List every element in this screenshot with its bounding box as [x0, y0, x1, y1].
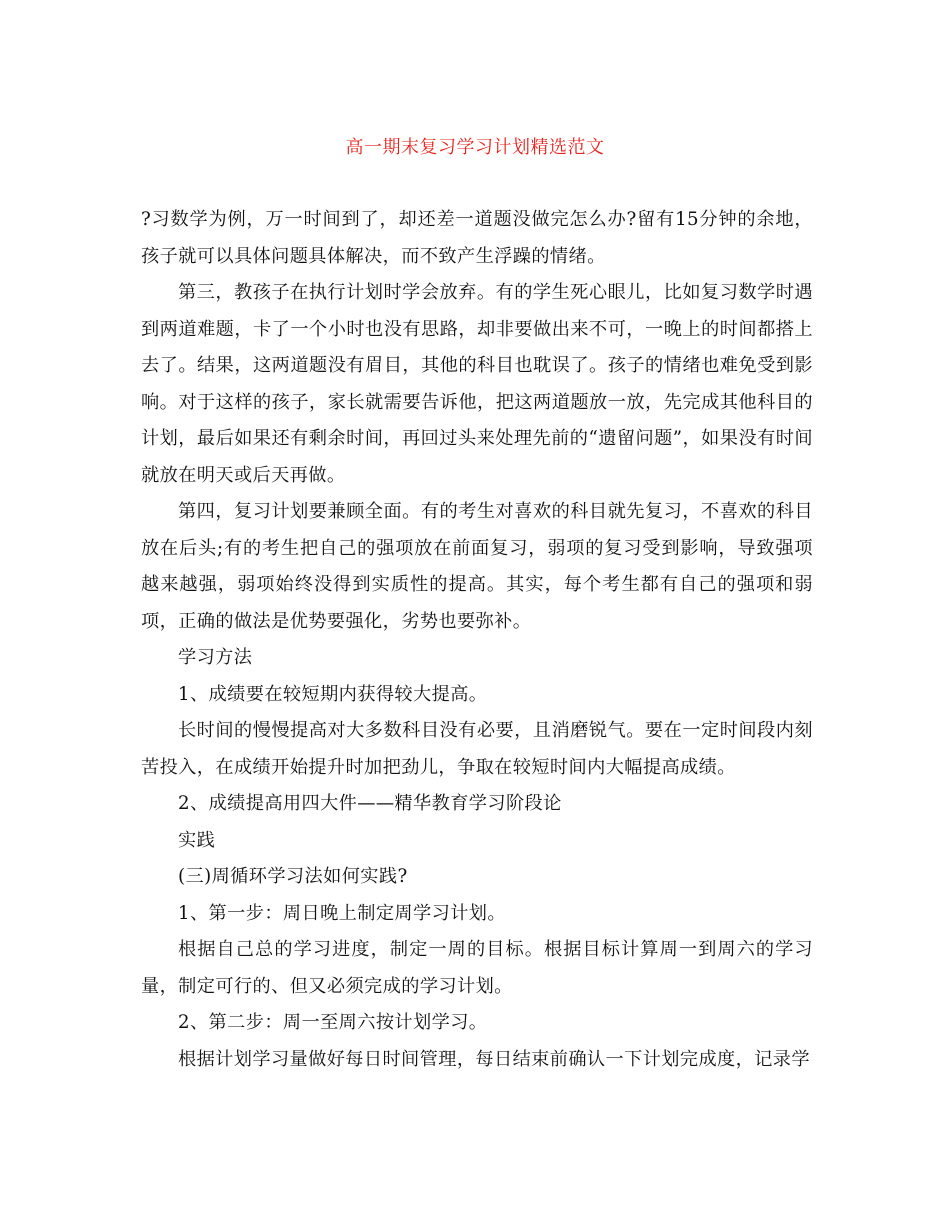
document-paragraph: 实践	[178, 829, 216, 851]
document-paragraph: ?习数学为例，万一时间到了，却还差一道题没做完怎么办?留有15分钟的余地，孩子就可以具体问题具体解决，而不致产生浮躁的情绪。	[141, 209, 813, 267]
document-paragraph: (三)周循环学习法如何实践?	[178, 866, 408, 887]
document-paragraph: 学习方法	[178, 647, 253, 668]
document-paragraph: 长时间的慢慢提高对大多数科目没有必要，且消磨锐气。要在一定时间段内刻苦投入，在成绩开始提升时加把劲儿，争取在较短时间内大幅提高成绩。	[141, 720, 813, 778]
document-paragraph: 第四，复习计划要兼顾全面。有的考生对喜欢的科目就先复习，不喜欢的科目放在后头;有的考生把自己的强项放在前面复习，弱项的复习受到影响，导致强项越来越强，弱项始终没得到实质性的提高。其实，每个考生都有自己的强项和弱项，正确的做法是优势要强化，劣势也要弥补。	[141, 501, 813, 632]
document-paragraph: 第三，教孩子在执行计划时学会放弃。有的学生死心眼儿，比如复习数学时遇到两道难题，卡了一个小时也没有思路，却非要做出来不可，一晚上的时间都搭上去了。结果，这两道题没有眉目，其他的科目也耽误了。孩子的情绪也难免受到影响。对于这样的孩子，家长就需要告诉他，把这两道题放一放，先完成其他科目的计划，最后如果还有剩余时间，再回过头来处理先前的“遗留问题”，如果没有时间就放在明天或后天再做。	[141, 282, 813, 486]
document-paragraph: 2、第二步：周一至周六按计划学习。	[178, 1012, 488, 1033]
document-title: 高一期末复习学习计划精选范文	[345, 137, 605, 158]
document-paragraph: 根据计划学习量做好每日时间管理，每日结束前确认一下计划完成度，记录学	[178, 1048, 810, 1070]
document-paragraph: 1、成绩要在较短期内获得较大提高。	[178, 683, 488, 705]
document-paragraph: 根据自己总的学习进度，制定一周的目标。根据目标计算周一到周六的学习量，制定可行的、但又必须完成的学习计划。	[141, 939, 813, 997]
document-paragraph: 2、成绩提高用四大件——精华教育学习阶段论	[178, 793, 562, 814]
document-body	[141, 202, 813, 1078]
document-paragraph: 1、第一步：周日晚上制定周学习计划。	[178, 902, 506, 924]
